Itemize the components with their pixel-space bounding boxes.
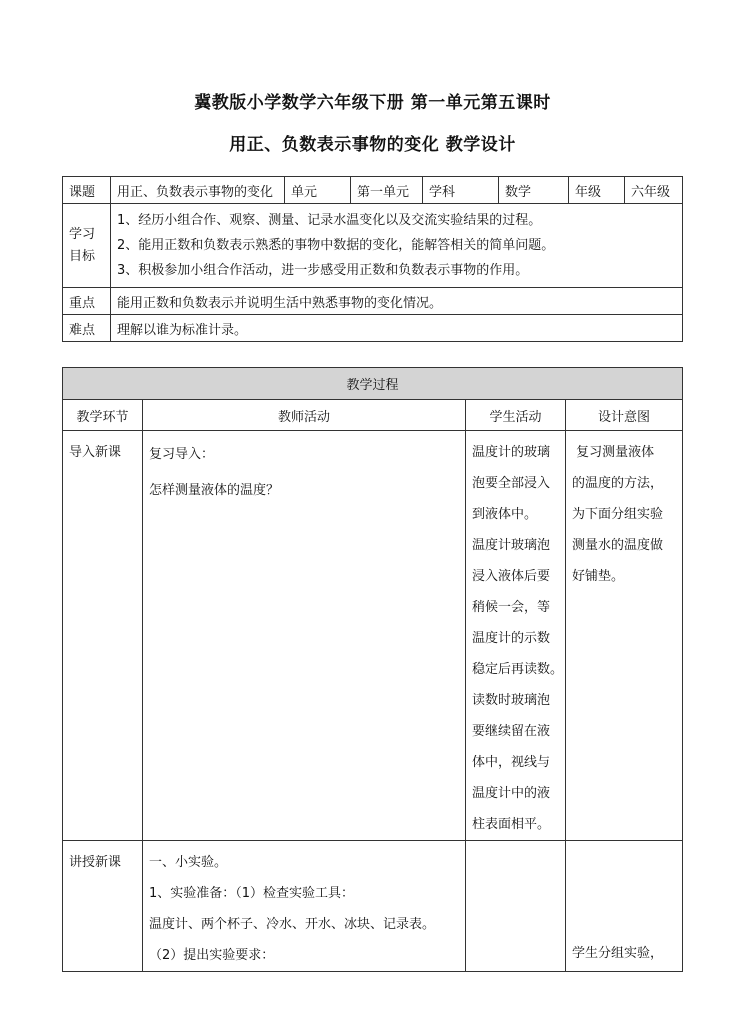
column-header-intent: 设计意图	[566, 400, 683, 431]
intro-student-line: 读数时玻璃泡	[472, 693, 551, 708]
objectives-label-line: 目标	[69, 248, 96, 264]
unit-value: 第一单元	[351, 177, 423, 204]
new-teacher-line: 一、小实验。	[149, 855, 228, 870]
intro-student-line: 温度计中的液	[472, 786, 551, 801]
intro-student-line: 泡要全部浸入	[472, 476, 551, 491]
process-title: 教学过程	[63, 368, 683, 400]
intro-student-line: 温度计的玻璃	[472, 445, 551, 460]
intro-student-line: 柱表面相平。	[472, 817, 551, 832]
intro-student-line: 稳定后再读数。	[472, 662, 564, 677]
intro-intent-line: 好铺垫。	[572, 569, 625, 584]
objectives-label-line: 学习	[69, 226, 96, 242]
new-teacher-line: （2）提出实验要求：	[149, 948, 275, 963]
objective-item: 2、能用正数和负数表示熟悉的事物中数据的变化，能解答相关的简单问题。	[117, 238, 555, 253]
unit-label: 单元	[285, 177, 351, 204]
objective-item: 3、积极参加小组合作活动，进一步感受用正数和负数表示事物的作用。	[117, 263, 529, 278]
intro-student-line: 到液体中。	[472, 507, 538, 522]
new-intent-line: 学生分组实验，	[572, 946, 664, 961]
subject-value: 数学	[499, 177, 569, 204]
intro-student-line: 稍候一会，等	[472, 600, 551, 615]
new-lesson-design-intent	[566, 841, 683, 972]
course-value: 用正、负数表示事物的变化	[111, 177, 285, 204]
new-teacher-line: 温度计、两个杯子、冷水、开水、冰块、记录表。	[149, 917, 436, 932]
new-lesson-stage: 讲授新课	[63, 841, 143, 972]
intro-teacher-line: 怎样测量液体的温度？	[149, 483, 280, 498]
difficulty-value: 理解以谁为标准计录。	[111, 315, 683, 342]
intro-intent-line: 为下面分组实验	[572, 507, 664, 522]
grade-value: 六年级	[625, 177, 683, 204]
intro-teacher-line: 复习导入：	[149, 447, 215, 462]
column-header-stage: 教学环节	[63, 400, 143, 431]
objectives-list	[111, 204, 683, 288]
objectives-label	[63, 204, 111, 288]
intro-design-intent	[566, 431, 683, 841]
key-point-value: 能用正数和负数表示并说明生活中熟悉事物的变化情况。	[111, 288, 683, 315]
course-label: 课题	[63, 177, 111, 204]
objective-item: 1、经历小组合作、观察、测量、记录水温变化以及交流实验结果的过程。	[117, 213, 542, 228]
difficulty-label: 难点	[63, 315, 111, 342]
intro-student-line: 要继续留在液	[472, 724, 551, 739]
intro-student-line: 体中，视线与	[472, 755, 551, 770]
key-point-label: 重点	[63, 288, 111, 315]
intro-intent-line: 复习测量液体	[572, 445, 655, 460]
intro-student-line: 温度计的示数	[472, 631, 551, 646]
intro-student-line: 浸入液体后要	[472, 569, 551, 584]
grade-label: 年级	[569, 177, 625, 204]
new-lesson-student-activity	[466, 841, 566, 972]
document-title: 冀教版小学数学六年级下册 第一单元第五课时	[194, 93, 551, 113]
intro-student-activity	[466, 431, 566, 841]
column-header-student: 学生活动	[466, 400, 566, 431]
intro-teacher-activity	[143, 431, 466, 841]
intro-stage: 导入新课	[63, 431, 143, 841]
column-header-teacher: 教师活动	[143, 400, 466, 431]
teaching-process-table	[62, 367, 683, 972]
intro-student-line: 温度计玻璃泡	[472, 538, 551, 553]
intro-intent-line: 测量水的温度做	[572, 538, 664, 553]
new-lesson-teacher-activity	[143, 841, 466, 972]
new-teacher-line: 1、实验准备：（1）检查实验工具：	[149, 886, 355, 901]
subject-label: 学科	[423, 177, 499, 204]
intro-intent-line: 的温度的方法，	[572, 476, 664, 491]
lesson-info-table	[62, 176, 683, 342]
document-subtitle: 用正、负数表示事物的变化 教学设计	[229, 135, 516, 155]
